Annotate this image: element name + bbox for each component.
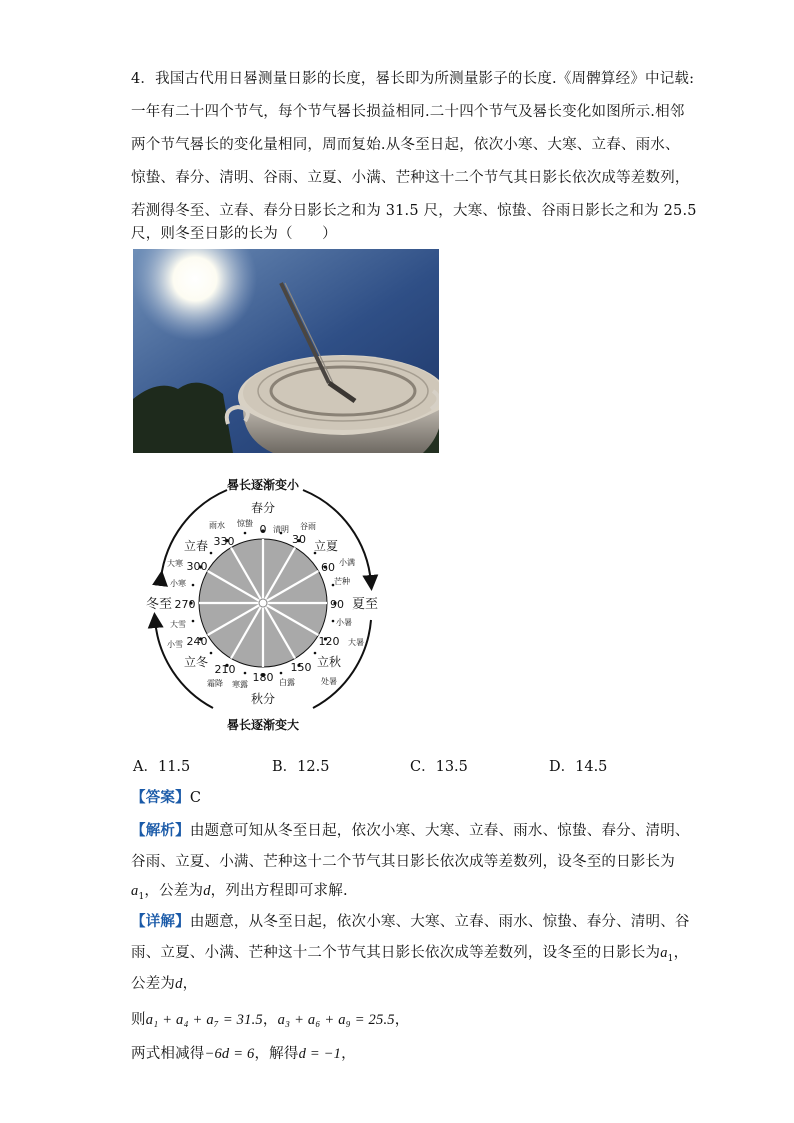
- math-a1: a: [660, 945, 668, 961]
- deg-210: 210: [214, 663, 236, 676]
- term-xiaoshu: 小暑: [336, 618, 352, 627]
- label-top: 晷长逐渐变小: [226, 478, 300, 492]
- math-sub: 1: [138, 891, 145, 902]
- analysis-text-1: 由题意可知从冬至日起，依次小寒、大寒、立春、雨水、惊蛰、春分、清明、: [189, 823, 690, 839]
- detail-line-4: [131, 1008, 409, 1029]
- detail-text-3: 公差为: [131, 976, 176, 992]
- label-liqiu: 立秋: [316, 655, 342, 669]
- label-winter: 冬至: [145, 597, 173, 612]
- term-xiaoman: 小满: [339, 558, 355, 567]
- question-line-1: 4．我国古代用日晷测量日影的长度，晷长即为所测量影子的长度.《周髀算经》中记载:: [131, 71, 695, 87]
- detail-text-2: 雨、立夏、小满、芒种这十二个节气其日影长依次成等差数列，设冬至的日影长为: [131, 945, 661, 961]
- term-xiaoxue: 小雪: [167, 640, 183, 649]
- detail-text-2-end: ，: [673, 945, 689, 961]
- deg-270: 270: [174, 598, 196, 611]
- label-lixia: 立夏: [313, 539, 339, 553]
- question-line-5: 若测得冬至、立春、春分日影长之和为 31.5 尺，大寒、惊蛰、谷雨日影长之和为 25.5: [131, 203, 697, 219]
- label-autumn: 秋分: [250, 692, 276, 706]
- choice-a[interactable]: A．11.5: [133, 759, 191, 775]
- deg-0: 0: [259, 523, 267, 536]
- answer-value: C: [189, 790, 202, 806]
- question-line-3: 两个节气晷长的变化量相同，周而复始.从冬至日起，依次小寒、大寒、立春、雨水、: [131, 137, 680, 153]
- label-bottom: 晷长逐渐变大: [226, 718, 300, 732]
- detail-text-1: 由题意，从冬至日起，依次小寒、大寒、立春、雨水、惊蛰、春分、清明、谷: [189, 914, 690, 930]
- detail-tag: 【详解】: [131, 913, 190, 930]
- detail-line-1: [131, 910, 690, 931]
- term-chushu: 处暑: [321, 677, 337, 686]
- deg-150: 150: [290, 661, 312, 674]
- term-dashu: 大暑: [348, 638, 364, 647]
- label-spring: 春分: [250, 501, 276, 515]
- label-lichun: 立春: [183, 539, 209, 553]
- sundial-photo: [133, 249, 439, 453]
- equation-2: a₃ + a₆ + a₉ = 25.5: [277, 1012, 395, 1028]
- answer-line: [131, 786, 201, 807]
- equation-1: a₁ + a₄ + a₇ = 31.5: [145, 1012, 263, 1028]
- term-bailu: 白露: [279, 678, 295, 687]
- detail-text-4-end: ，: [394, 1012, 410, 1028]
- question-line-4: 惊蛰、春分、清明、谷雨、立夏、小满、芒种这十二个节气其日影长依次成等差数列，: [131, 170, 690, 186]
- deg-330: 330: [213, 535, 235, 548]
- answer-tag: 【答案】: [131, 789, 190, 806]
- detail-text-5-mid: ，解得: [254, 1046, 299, 1062]
- detail-line-2: [131, 941, 688, 964]
- analysis-tag: 【解析】: [131, 822, 190, 839]
- equation-4: d = −1: [298, 1046, 342, 1062]
- term-yushui: 雨水: [209, 521, 225, 530]
- detail-line-5: [131, 1042, 356, 1063]
- deg-90: 90: [330, 598, 344, 611]
- analysis-line-3: [131, 879, 348, 902]
- equation-3: −6d = 6: [204, 1046, 255, 1062]
- choice-b[interactable]: B．12.5: [272, 759, 330, 775]
- choice-c[interactable]: C．13.5: [410, 759, 468, 775]
- deg-300: 300: [186, 560, 208, 573]
- term-shuangjiang: 霜降: [207, 679, 223, 688]
- choice-d[interactable]: D．14.5: [549, 759, 608, 775]
- deg-30: 30: [292, 533, 306, 546]
- deg-180: 180: [252, 671, 274, 684]
- detail-text-4-pre: 则: [131, 1012, 146, 1028]
- detail-text-5-pre: 两式相减得: [131, 1046, 205, 1062]
- solar-terms-dial: [133, 470, 393, 735]
- math-d: d: [203, 883, 211, 899]
- equation-sep: ，: [262, 1012, 278, 1028]
- detail-line-3: [131, 972, 197, 993]
- label-summer: 夏至: [351, 597, 379, 612]
- analysis-line-2: 谷雨、立夏、小满、芒种这十二个节气其日影长依次成等差数列，设冬至的日影长为: [131, 854, 675, 870]
- math-a1-sub: 1: [667, 953, 674, 964]
- term-xiaohan: 小寒: [170, 579, 186, 588]
- term-dahan: 大寒: [167, 559, 183, 568]
- question-line-6: 尺，则冬至日影的长为（ ）: [131, 226, 337, 242]
- math-a: a: [131, 883, 139, 899]
- term-jingzhe: 惊蛰: [237, 519, 253, 528]
- math-d2: d: [175, 976, 183, 992]
- label-lidong: 立冬: [183, 655, 209, 669]
- question-line-2: 一年有二十四个节气，每个节气晷长损益相同.二十四个节气及晷长变化如图所示.相邻: [131, 104, 685, 120]
- detail-text-5-end: ，: [341, 1046, 356, 1062]
- term-mangzhong: 芒种: [334, 577, 350, 586]
- deg-120: 120: [318, 635, 340, 648]
- term-qingming: 清明: [273, 525, 289, 534]
- analysis-line-1: [131, 819, 690, 840]
- analysis-text-3b: ，列出方程即可求解.: [210, 883, 348, 899]
- deg-60: 60: [321, 561, 335, 574]
- analysis-text-3a: ，公差为: [144, 883, 204, 899]
- term-guyu: 谷雨: [300, 522, 316, 531]
- detail-text-3-end: ，: [182, 976, 198, 992]
- deg-240: 240: [186, 635, 208, 648]
- term-hanlu: 寒露: [232, 680, 248, 689]
- term-daxue: 大雪: [170, 620, 186, 629]
